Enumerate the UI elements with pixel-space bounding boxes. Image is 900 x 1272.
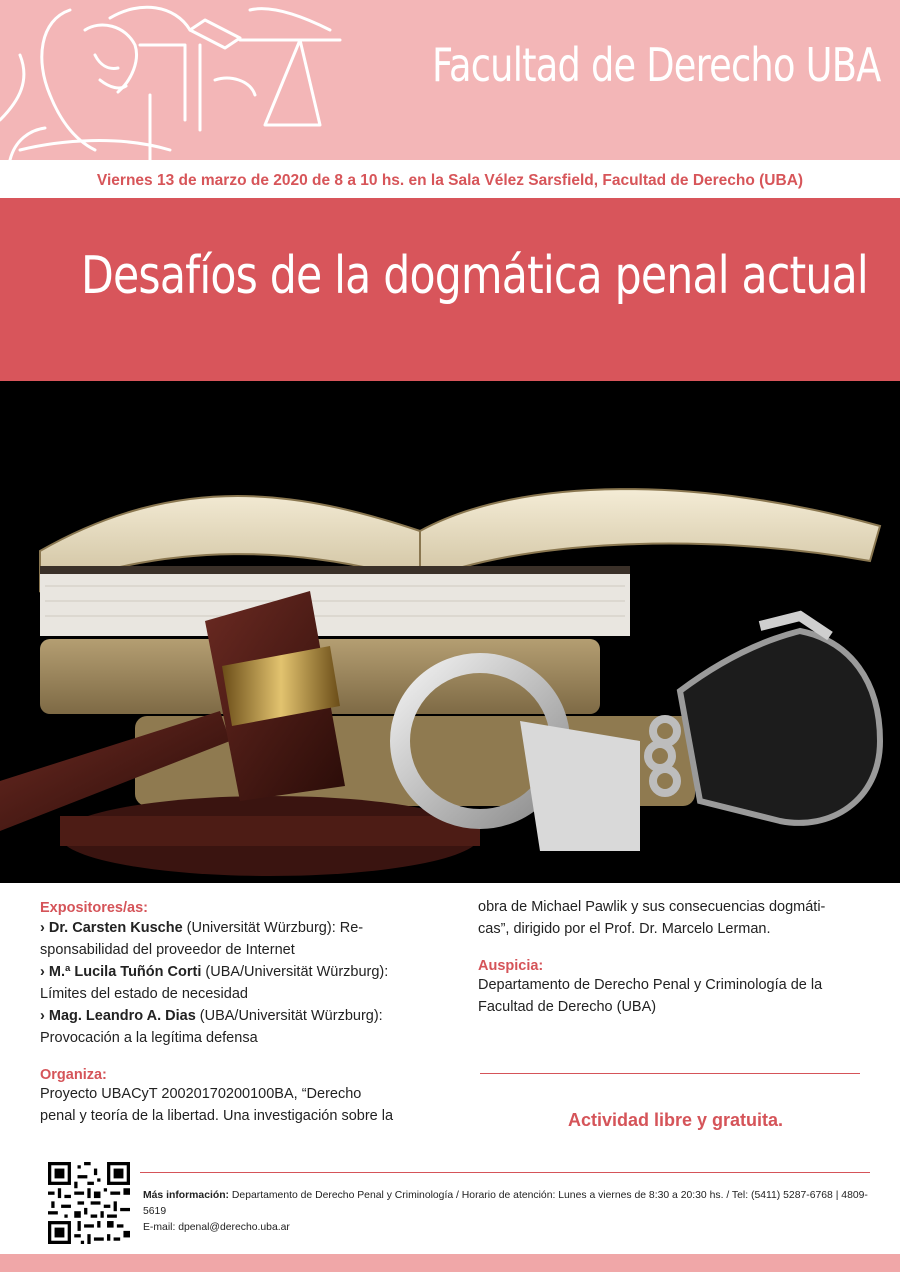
qr-code-icon[interactable] [48,1162,130,1244]
speaker-affiliation: (UBA/Universität Würzburg): [195,1008,383,1024]
organizer-continuation [478,896,873,940]
speaker-item [40,1005,440,1049]
sponsor-heading: Auspicia: [478,958,544,974]
speaker-name: M.ª Lucila Tuñón Corti [48,964,202,980]
right-column [478,900,873,1018]
info-text: Departamento de Derecho Penal y Criminología / Horario de atención: Lunes a viernes de 8:30 a 20:30 hs. / Tel: (5411) 5287-6768 | 4809-5619 [143,1190,868,1217]
continuation-line: obra de Michael Pawlik y sus consecuencias dogmáti- [478,899,826,915]
sponsor-line: Departamento de Derecho Penal y Criminología de la [478,977,823,993]
footer-bar [0,1254,900,1272]
speaker-bullet: › [40,920,49,936]
speaker-topic: Límites del estado de necesidad [40,986,248,1002]
organizer-line: penal y teoría de la libertad. Una investigación sobre la [40,1108,394,1124]
divider [480,1073,860,1074]
contact-info [143,1188,883,1236]
speaker-topic: sponsabilidad del proveedor de Internet [40,942,295,958]
speaker-name: Mag. Leandro A. Dias [48,1008,196,1024]
faculty-title: Facultad de Derecho UBA [432,38,881,92]
speaker-topic: Provocación a la legítima defensa [40,1030,258,1046]
info-label: Más información: [143,1190,230,1201]
speaker-affiliation: (Universität Würzburg): Re- [182,920,364,936]
continuation-line: cas”, dirigido por el Prof. Dr. Marcelo Lerman. [478,921,771,937]
title-band [0,198,900,381]
header-banner [0,0,900,160]
speaker-affiliation: (UBA/Universität Würzburg): [201,964,389,980]
email-link[interactable]: E-mail: dpenal@derecho.uba.ar [143,1222,290,1233]
speaker-bullet: › [40,964,49,980]
speaker-item [40,961,440,1005]
main-title: Desafíos de la dogmática penal actual [81,246,868,306]
footer-divider [140,1172,870,1173]
photo-illustration [0,381,900,883]
speakers-heading: Expositores/as: [40,900,148,916]
organizer-heading: Organiza: [40,1067,107,1083]
books-gavel-handcuffs-photo [0,381,900,883]
organizer-text [40,1083,440,1127]
sponsor-line: Facultad de Derecho (UBA) [478,999,657,1015]
event-date-location: Viernes 13 de marzo de 2020 de 8 a 10 hs. en la Sala Vélez Sarsfield, Facultad de Derecho (UBA) [96,172,804,189]
free-activity-note: Actividad libre y gratuita. [567,1110,784,1130]
speaker-item [40,917,440,961]
justice-illustration-icon [0,0,380,160]
speaker-name: Dr. Carsten Kusche [48,920,183,936]
left-column [40,900,440,1127]
sponsor-text [478,974,873,1018]
organizer-line: Proyecto UBACyT 20020170200100BA, “Derecho [40,1086,362,1102]
speaker-bullet: › [40,1008,49,1024]
